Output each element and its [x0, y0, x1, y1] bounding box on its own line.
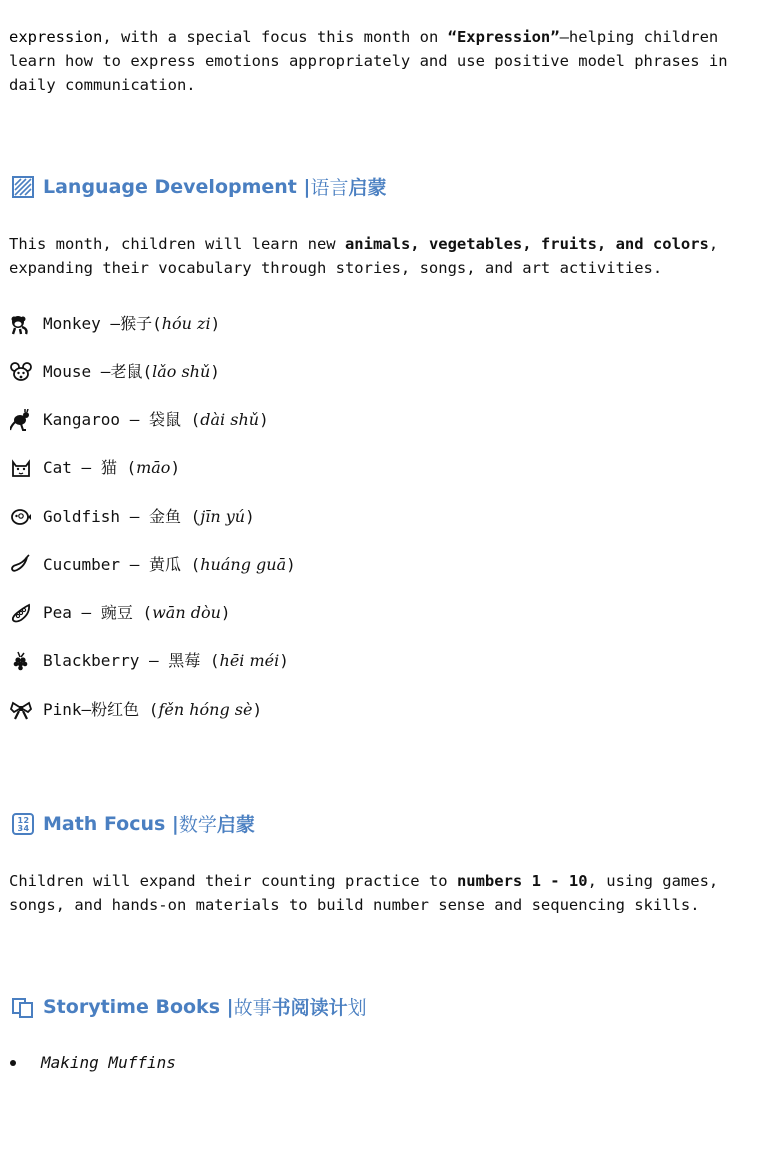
- vocab-en: Mouse: [43, 362, 92, 381]
- math-para-b: , using games, songs, and hands-on materials to build number sense and sequencing skills.: [9, 872, 719, 914]
- vocab-en: Kangaroo: [43, 410, 121, 429]
- vocab-pinyin: hēi méi: [219, 651, 280, 670]
- kangaroo-icon: [10, 409, 32, 431]
- cat-icon: [10, 457, 32, 479]
- book-title: Making Muffins: [41, 1053, 176, 1072]
- vocab-en: Blackberry: [43, 651, 140, 670]
- vocab-item-goldfish: [10, 506, 255, 528]
- vocab-cn: 袋鼠 (: [148, 410, 201, 429]
- vocab-end: ): [170, 458, 181, 477]
- vocab-pinyin: fěn hóng sè: [158, 700, 253, 719]
- vocab-item-pea: [10, 602, 231, 624]
- pea-icon: [10, 602, 32, 624]
- vocab-sep: —: [71, 458, 101, 477]
- vocab-sep: —: [81, 700, 92, 719]
- vocab-en: Monkey: [43, 314, 101, 333]
- vocab-en: Cucumber: [43, 555, 121, 574]
- vocab-end: ): [210, 314, 221, 333]
- vocab-pinyin: jīn yú: [200, 507, 246, 526]
- language-heading-en: Language Development |: [43, 175, 311, 198]
- vocab-sep: —: [71, 603, 101, 622]
- vocab-en: Pink: [43, 700, 82, 719]
- mouse-icon: [10, 361, 32, 383]
- vocab-sep: —: [120, 555, 149, 574]
- vocab-sep: —: [100, 314, 121, 333]
- vocab-end: ): [220, 603, 231, 622]
- vocab-cn: 老鼠(: [110, 362, 153, 381]
- vocab-en: Pea: [43, 603, 72, 622]
- vocab-cn: 黄瓜 (: [148, 555, 201, 574]
- intro-paragraph: [9, 25, 749, 97]
- vocab-sep: —: [120, 410, 149, 429]
- vocab-cn: 粉红色 (: [91, 700, 159, 719]
- storytime-heading: [12, 993, 367, 1020]
- vocab-end: ): [259, 410, 269, 429]
- storytime-heading-cn-a: 故事: [233, 997, 272, 1019]
- math-heading-en: Math Focus |: [43, 812, 179, 835]
- vocab-item-mouse: [10, 361, 220, 383]
- math-heading-cn-b: 启蒙: [216, 814, 255, 836]
- book-list-item: [9, 1052, 176, 1074]
- vocab-pinyin: lǎo shǔ: [152, 362, 211, 381]
- svg-text:1: 1: [17, 815, 24, 825]
- math-heading-cn-a: 数学: [178, 814, 217, 836]
- vocab-pinyin: hóu zi: [161, 314, 211, 333]
- books-icon: [12, 996, 34, 1018]
- vocab-end: ): [279, 651, 289, 670]
- language-para-b: , expanding their vocabulary through stories, songs, and art activities.: [9, 235, 719, 277]
- language-heading-cn-a: 语言: [310, 177, 349, 199]
- vocab-pinyin: wān dòu: [152, 603, 221, 622]
- svg-text:2: 2: [23, 815, 30, 825]
- vocab-item-blackberry: [10, 650, 289, 672]
- storytime-heading-cn-c: 划: [347, 997, 367, 1019]
- math-para-a: Children will expand their counting practice to: [9, 872, 457, 890]
- vocab-cn: 猴子(: [120, 314, 162, 333]
- language-heading: [12, 173, 386, 200]
- intro-text-1: , with a special focus this month on: [102, 28, 448, 46]
- vocab-item-cat: [10, 457, 180, 479]
- language-heading-cn-b: 启蒙: [348, 177, 387, 199]
- numbers-1234-icon: [12, 813, 34, 835]
- svg-text:3: 3: [17, 823, 24, 833]
- goldfish-icon: [10, 506, 32, 528]
- vocab-end: ): [210, 362, 220, 381]
- language-para-bold: animals, vegetables, fruits, and colors: [344, 235, 709, 253]
- intro-focus: “Expression”: [447, 28, 560, 46]
- vocab-sep: —: [120, 507, 149, 526]
- vocab-pinyin: māo: [136, 458, 171, 477]
- vocab-item-monkey: [10, 313, 220, 335]
- blackberry-icon: [10, 650, 32, 672]
- vocab-en: Cat: [43, 458, 72, 477]
- vocab-sep: —: [91, 362, 111, 381]
- intro-text-2: —helping children learn how to express emotions appropriately and use positive model phrases in daily communication.: [9, 28, 728, 94]
- vocab-item-kangaroo: [10, 409, 269, 431]
- storytime-heading-en: Storytime Books |: [43, 995, 234, 1018]
- vocab-end: ): [286, 555, 296, 574]
- storytime-heading-cn-b: 书阅读计: [271, 997, 348, 1019]
- vocab-pinyin: dài shǔ: [200, 410, 260, 429]
- math-heading: [12, 810, 255, 837]
- vocab-cn: 黑莓 (: [168, 651, 220, 670]
- vocab-pinyin: huáng guā: [200, 555, 287, 574]
- language-paragraph: [9, 232, 749, 280]
- language-para-a: This month, children will learn new: [9, 235, 345, 253]
- vocab-cn: 豌豆 (: [100, 603, 153, 622]
- bullet-icon: [10, 1060, 16, 1066]
- vocab-cn: 猫 (: [100, 458, 137, 477]
- svg-text:4: 4: [23, 823, 30, 833]
- vocab-end: ): [252, 700, 263, 719]
- vocab-item-pink: [10, 699, 262, 721]
- cucumber-icon: [10, 554, 32, 576]
- striped-square-icon: [12, 176, 34, 198]
- vocab-item-cucumber: [10, 554, 296, 576]
- vocab-cn: 金鱼 (: [148, 507, 201, 526]
- vocab-end: ): [245, 507, 255, 526]
- intro-lead: expression: [9, 28, 103, 46]
- bow-icon: [10, 699, 32, 721]
- vocab-en: Goldfish: [43, 507, 121, 526]
- monkey-icon: [10, 313, 32, 335]
- math-para-bold: numbers 1 - 10: [456, 872, 588, 890]
- vocab-sep: —: [139, 651, 169, 670]
- math-paragraph: [9, 869, 749, 917]
